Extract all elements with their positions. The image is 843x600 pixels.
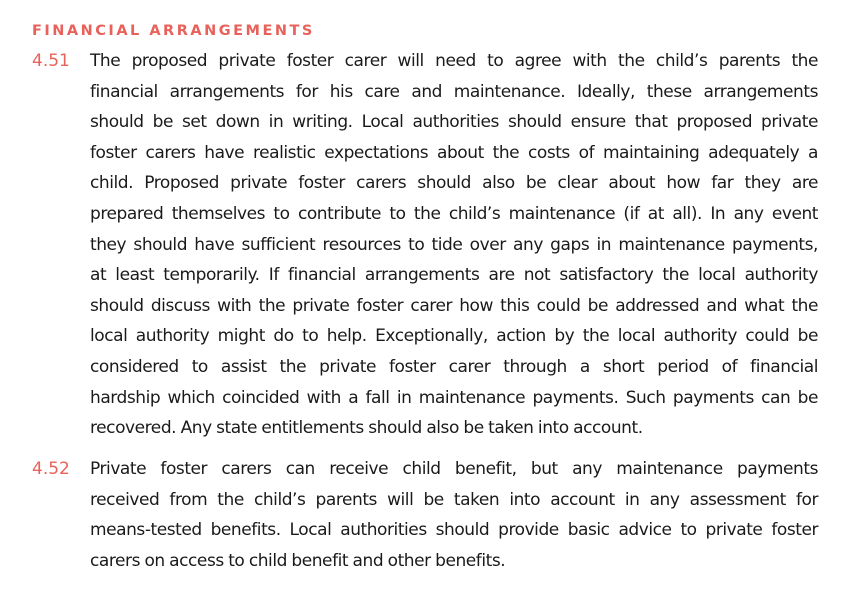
paragraph-body: [90, 454, 818, 576]
paragraph-line: at least temporarily. If financial arrangements are not satisfactory the local authority: [90, 265, 818, 286]
paragraph-line: should be set down in writing. Local authorities should ensure that proposed private: [90, 112, 818, 133]
paragraph-line: hardship which coincided with a fall in maintenance payments. Such payments can be: [90, 387, 818, 408]
paragraph-body: [90, 46, 818, 444]
paragraph-line: they should have sufficient resources to tide over any gaps in maintenance payments,: [90, 234, 818, 255]
paragraph-line: should discuss with the private foster carer how this could be addressed and what the: [90, 295, 818, 316]
paragraph-line: local authority might do to help. Exceptionally, action by the local authority could be: [90, 326, 818, 347]
paragraph-line: foster carers have realistic expectations about the costs of maintaining adequately a: [90, 142, 818, 163]
section-heading: FINANCIAL ARRANGEMENTS: [32, 23, 315, 39]
paragraph-line: considered to assist the private foster carer through a short period of financial: [90, 356, 818, 377]
paragraph-line: The proposed private foster carer will need to agree with the child’s parents the: [90, 51, 818, 71]
paragraph-line: prepared themselves to contribute to the child’s maintenance (if at all). In any event: [90, 203, 818, 224]
paragraph-line: child. Proposed private foster carers should also be clear about how far they are: [90, 173, 818, 194]
paragraph-line: received from the child’s parents will be taken into account in any assessment for: [90, 489, 818, 510]
paragraph-4-52: [32, 454, 818, 576]
paragraph-line: means-tested benefits. Local authorities should provide basic advice to private foster: [90, 520, 818, 541]
paragraph-line: carers on access to child benefit and other benefits.: [90, 550, 506, 571]
paragraph-line: Private foster carers can receive child benefit, but any maintenance payments: [90, 459, 818, 479]
paragraph-number: 4.51: [32, 51, 70, 71]
paragraph-number: 4.52: [32, 459, 70, 479]
paragraph-line: financial arrangements for his care and maintenance. Ideally, these arrangements: [90, 81, 818, 102]
paragraph-line: recovered. Any state entitlements should also be taken into account.: [90, 418, 643, 439]
paragraph-4-51: [32, 46, 818, 444]
